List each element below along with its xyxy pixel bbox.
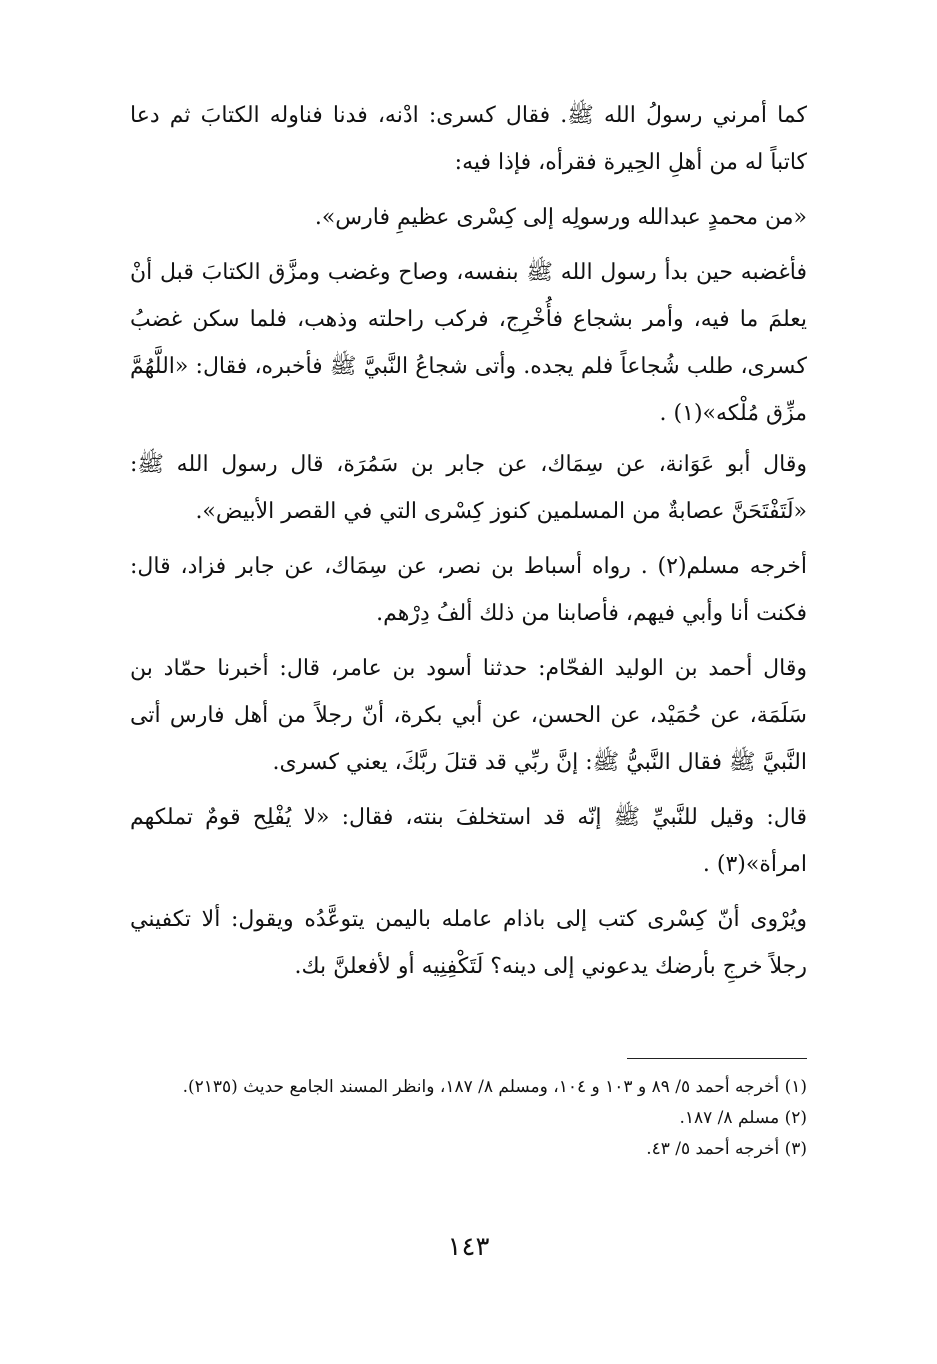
paragraph-4: وقال أبو عَوَانة، عن سِمَاك، عن جابر بن سَمُرَة، قال رسول الله ﷺ: «لَتَفْتَحَنَّ عصابةٌ من المسلمين كنوز كِسْرى التي في القصر الأبيض». <box>130 452 807 524</box>
paragraph-1: كما أمرني رسولُ الله ﷺ. فقال كسرى: ادْنه، فدنا فناوله الكتابَ ثم دعا كاتباً له من أهلِ الحِيرة فقرأه، فإذا فيه: <box>130 103 807 175</box>
paragraph-7: قال: وقيل للنَّبيِّ ﷺ إنّه قد استخلفَ بنته، فقال: «لا يُفْلِح قومٌ تملكهم امرأة»(٣) . <box>130 805 807 877</box>
paragraph-3: فأغضبه حين بدأ رسول الله ﷺ بنفسه، وصاح وغضب ومزَّق الكتابَ قبل أنْ يعلمَ ما فيه، وأمر بشجاع فأُخْرِج، فركب راحلته وذهب، فلما سكن غضبُ كسرى، طلب شُجاعاً فلم يجده. وأتى شجاعُ النَّبيَّ ﷺ فأخبره، فقال: «اللَّهُمَّ مزِّق مُلْكه»(١) . <box>130 260 807 426</box>
footnote-1: (١) أخرجه أحمد ٥/ ٨٩ و ١٠٣ و ١٠٤، ومسلم ٨/ ١٨٧، وانظر المسند الجامع حديث (٢١٣٥). <box>182 1077 807 1097</box>
footnote-2: (٢) مسلم ٨/ ١٨٧. <box>679 1108 807 1128</box>
footnote-divider <box>627 1058 807 1059</box>
page-number: ١٤٣ <box>447 1232 490 1262</box>
paragraph-5: أخرجه مسلم(٢) . رواه أسباط بن نصر، عن سِمَاك، عن جابر فزاد، قال: فكنت أنا وأبي فيهم، فأصابنا من ذلك ألفُ دِرْهم. <box>130 554 807 626</box>
paragraph-2: «من محمدٍ عبدالله ورسولِه إلى كِسْرى عظيمِ فارس». <box>314 205 807 230</box>
footnote-3: (٣) أخرجه أحمد ٥/ ٤٣. <box>646 1139 807 1159</box>
footnotes <box>130 1072 807 1165</box>
paragraph-8: ويُرْوى أنّ كِسْرى كتب إلى باذام عامله باليمن يتوعَّدُه ويقول: ألا تكفيني رجلاً خرجِ بأرضك يدعوني إلى دينه؟ لَتَكْفِنِيه أو لأفعلنَّ بك. <box>130 907 807 979</box>
paragraph-6: وقال أحمد بن الوليد الفحّام: حدثنا أسود بن عامر، قال: أخبرنا حمّاد بن سَلَمَة، عن حُمَيْد، عن الحسن، عن أبي بكرة، أنّ رجلاً من أهل فارس أتى النَّبيَّ ﷺ فقال النَّبيُّ ﷺ: إنَّ ربِّي قد قتلَ ربَّكَ، يعني كسرى. <box>130 656 807 775</box>
main-text <box>130 92 807 998</box>
